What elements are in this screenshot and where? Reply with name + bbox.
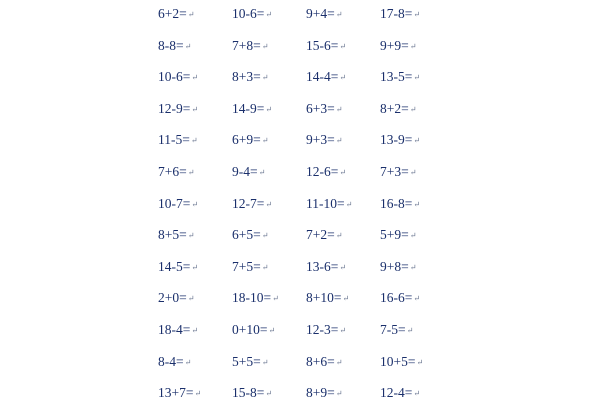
paragraph-mark-icon: ↵ bbox=[413, 136, 421, 146]
paragraph-mark-icon: ↵ bbox=[335, 104, 343, 114]
math-problem bbox=[232, 130, 268, 150]
paragraph-mark-icon: ↵ bbox=[187, 10, 195, 19]
problem-text: 18-4= bbox=[158, 322, 191, 337]
problem-text: 5+5= bbox=[232, 353, 261, 369]
problem-text: 14-4= bbox=[306, 69, 339, 85]
paragraph-mark-icon: ↵ bbox=[272, 294, 279, 304]
paragraph-mark-icon: ↵ bbox=[191, 326, 199, 335]
math-problem bbox=[306, 36, 346, 56]
math-problem bbox=[306, 194, 352, 214]
math-problem bbox=[306, 162, 346, 182]
problem-text: 13-6= bbox=[306, 258, 339, 274]
paragraph-mark-icon: ↵ bbox=[258, 168, 266, 177]
math-problem bbox=[232, 383, 272, 403]
problem-text: 14-9= bbox=[232, 100, 265, 116]
paragraph-mark-icon: ↵ bbox=[265, 199, 273, 209]
problem-text: 9+3= bbox=[306, 132, 335, 148]
paragraph-mark-icon: ↵ bbox=[406, 326, 414, 335]
math-problem bbox=[380, 257, 416, 277]
problem-text: 12-7= bbox=[232, 195, 265, 211]
problem-text: 2+0= bbox=[158, 290, 187, 306]
math-problem bbox=[380, 67, 420, 87]
math-problem bbox=[306, 257, 346, 277]
paragraph-mark-icon: ↵ bbox=[335, 10, 343, 19]
problem-text: 6+2= bbox=[158, 6, 187, 21]
problem-text: 15-8= bbox=[232, 385, 265, 401]
problem-row bbox=[0, 99, 600, 119]
paragraph-mark-icon: ↵ bbox=[265, 389, 273, 399]
math-problem bbox=[158, 99, 198, 119]
problem-text: 15-6= bbox=[306, 37, 339, 53]
math-problem bbox=[232, 99, 272, 119]
paragraph-mark-icon: ↵ bbox=[190, 136, 198, 146]
math-problem bbox=[306, 320, 346, 340]
paragraph-mark-icon: ↵ bbox=[409, 104, 417, 114]
problem-row bbox=[0, 257, 600, 277]
paragraph-mark-icon: ↵ bbox=[194, 389, 202, 399]
problem-text: 6+5= bbox=[232, 227, 261, 243]
math-problem bbox=[232, 225, 268, 245]
math-problem bbox=[232, 67, 268, 87]
math-problem bbox=[306, 225, 342, 245]
paragraph-mark-icon: ↵ bbox=[187, 168, 195, 177]
math-problem bbox=[380, 288, 420, 308]
math-problem bbox=[232, 257, 268, 277]
problem-row bbox=[0, 320, 600, 340]
problem-row bbox=[0, 130, 600, 150]
problem-text: 8+2= bbox=[380, 100, 409, 116]
problem-row bbox=[0, 288, 600, 308]
problem-text: 7+3= bbox=[380, 164, 409, 179]
problem-text: 7-5= bbox=[380, 322, 406, 337]
problem-text: 13-5= bbox=[380, 69, 413, 85]
problem-text: 9+9= bbox=[380, 37, 409, 53]
problem-text: 13-9= bbox=[380, 132, 413, 148]
problem-text: 13+7= bbox=[158, 385, 194, 401]
math-problem bbox=[380, 320, 413, 340]
problem-text: 12-9= bbox=[158, 100, 191, 116]
problem-text: 9-4= bbox=[232, 164, 258, 179]
paragraph-mark-icon: ↵ bbox=[413, 294, 421, 304]
paragraph-mark-icon: ↵ bbox=[335, 389, 343, 399]
problem-text: 11-10= bbox=[306, 195, 345, 211]
problem-text: 8+9= bbox=[306, 385, 335, 401]
math-problem bbox=[158, 352, 191, 372]
math-problem bbox=[380, 383, 420, 403]
math-problem bbox=[158, 4, 194, 24]
problem-text: 9+8= bbox=[380, 258, 409, 274]
math-problem bbox=[158, 36, 191, 56]
problem-row bbox=[0, 67, 600, 87]
problem-row bbox=[0, 194, 600, 214]
paragraph-mark-icon: ↵ bbox=[339, 326, 347, 335]
paragraph-mark-icon: ↵ bbox=[416, 357, 424, 367]
paragraph-mark-icon: ↵ bbox=[187, 294, 195, 304]
paragraph-mark-icon: ↵ bbox=[184, 357, 192, 367]
paragraph-mark-icon: ↵ bbox=[342, 294, 350, 304]
paragraph-mark-icon: ↵ bbox=[339, 262, 347, 272]
paragraph-mark-icon: ↵ bbox=[339, 73, 347, 83]
problem-text: 6+3= bbox=[306, 100, 335, 116]
problem-text: 12-6= bbox=[306, 164, 339, 179]
paragraph-mark-icon: ↵ bbox=[191, 104, 199, 114]
paragraph-mark-icon: ↵ bbox=[268, 326, 276, 335]
problem-text: 12-4= bbox=[380, 385, 413, 401]
problem-row bbox=[0, 352, 600, 372]
math-problem bbox=[232, 320, 275, 340]
math-problem bbox=[158, 320, 198, 340]
problem-text: 8+5= bbox=[158, 227, 187, 243]
paragraph-mark-icon: ↵ bbox=[187, 231, 195, 241]
math-problem bbox=[380, 4, 420, 24]
math-problem bbox=[232, 194, 272, 214]
paragraph-mark-icon: ↵ bbox=[413, 10, 421, 19]
paragraph-mark-icon: ↵ bbox=[409, 262, 417, 272]
paragraph-mark-icon: ↵ bbox=[413, 199, 421, 209]
problem-text: 8-4= bbox=[158, 353, 184, 369]
paragraph-mark-icon: ↵ bbox=[413, 389, 421, 399]
paragraph-mark-icon: ↵ bbox=[261, 41, 269, 51]
math-problem bbox=[232, 4, 272, 24]
paragraph-mark-icon: ↵ bbox=[265, 104, 273, 114]
problem-row bbox=[0, 162, 600, 182]
problem-text: 14-5= bbox=[158, 258, 191, 274]
problem-text: 6+9= bbox=[232, 132, 261, 148]
math-problem bbox=[232, 36, 268, 56]
math-problem bbox=[158, 194, 198, 214]
paragraph-mark-icon: ↵ bbox=[335, 231, 343, 241]
math-problem bbox=[306, 130, 342, 150]
paragraph-mark-icon: ↵ bbox=[413, 73, 421, 83]
paragraph-mark-icon: ↵ bbox=[184, 41, 192, 51]
problem-text: 8+10= bbox=[306, 290, 342, 306]
paragraph-mark-icon: ↵ bbox=[339, 168, 347, 177]
math-problem bbox=[306, 288, 349, 308]
problem-text: 10-7= bbox=[158, 195, 191, 211]
problem-text: 5+9= bbox=[380, 227, 409, 243]
math-problem bbox=[380, 99, 416, 119]
paragraph-mark-icon: ↵ bbox=[261, 262, 269, 272]
math-problem bbox=[232, 162, 265, 182]
problem-text: 7+6= bbox=[158, 164, 187, 179]
problem-text: 10-6= bbox=[158, 69, 191, 85]
paragraph-mark-icon: ↵ bbox=[409, 168, 417, 177]
math-problem bbox=[306, 4, 342, 24]
paragraph-mark-icon: ↵ bbox=[339, 41, 347, 51]
math-problem bbox=[380, 352, 423, 372]
problem-text: 9+4= bbox=[306, 6, 335, 21]
math-problem bbox=[158, 257, 198, 277]
math-problem bbox=[306, 99, 342, 119]
problem-row bbox=[0, 36, 600, 56]
math-problem bbox=[158, 288, 194, 308]
problem-row bbox=[0, 383, 600, 403]
paragraph-mark-icon: ↵ bbox=[191, 262, 199, 272]
paragraph-mark-icon: ↵ bbox=[261, 136, 269, 146]
problem-text: 7+8= bbox=[232, 37, 261, 53]
problem-text: 8+3= bbox=[232, 69, 261, 85]
problem-text: 8+6= bbox=[306, 353, 335, 369]
problem-row bbox=[0, 4, 600, 24]
paragraph-mark-icon: ↵ bbox=[261, 231, 269, 241]
math-problem bbox=[306, 352, 342, 372]
math-problem bbox=[306, 67, 346, 87]
problem-text: 10-6= bbox=[232, 6, 265, 21]
paragraph-mark-icon: ↵ bbox=[191, 73, 199, 83]
math-problem bbox=[380, 130, 420, 150]
problem-text: 11-5= bbox=[158, 132, 190, 148]
math-problem bbox=[306, 383, 342, 403]
math-problem bbox=[158, 67, 198, 87]
problem-text: 16-6= bbox=[380, 290, 413, 306]
math-problem bbox=[232, 288, 279, 308]
paragraph-mark-icon: ↵ bbox=[191, 199, 199, 209]
problem-text: 16-8= bbox=[380, 195, 413, 211]
problem-text: 8-8= bbox=[158, 37, 184, 53]
paragraph-mark-icon: ↵ bbox=[261, 73, 269, 83]
math-problem bbox=[380, 225, 416, 245]
problem-text: 17-8= bbox=[380, 6, 413, 21]
math-problem bbox=[380, 36, 416, 56]
problem-text: 12-3= bbox=[306, 322, 339, 337]
math-problem bbox=[158, 162, 194, 182]
math-problem bbox=[158, 225, 194, 245]
paragraph-mark-icon: ↵ bbox=[335, 357, 343, 367]
math-problem bbox=[158, 130, 198, 150]
problem-row bbox=[0, 225, 600, 245]
math-problem bbox=[158, 383, 201, 403]
problem-text: 18-10= bbox=[232, 290, 272, 306]
problem-text: 7+5= bbox=[232, 258, 261, 274]
problem-text: 7+2= bbox=[306, 227, 335, 243]
math-problem bbox=[380, 194, 420, 214]
paragraph-mark-icon: ↵ bbox=[409, 231, 417, 241]
math-problem bbox=[232, 352, 268, 372]
paragraph-mark-icon: ↵ bbox=[335, 136, 343, 146]
math-problem bbox=[380, 162, 416, 182]
paragraph-mark-icon: ↵ bbox=[265, 10, 273, 19]
paragraph-mark-icon: ↵ bbox=[261, 357, 269, 367]
problem-text: 0+10= bbox=[232, 322, 268, 337]
paragraph-mark-icon: ↵ bbox=[409, 41, 417, 51]
paragraph-mark-icon: ↵ bbox=[345, 199, 353, 209]
problem-text: 10+5= bbox=[380, 353, 416, 369]
